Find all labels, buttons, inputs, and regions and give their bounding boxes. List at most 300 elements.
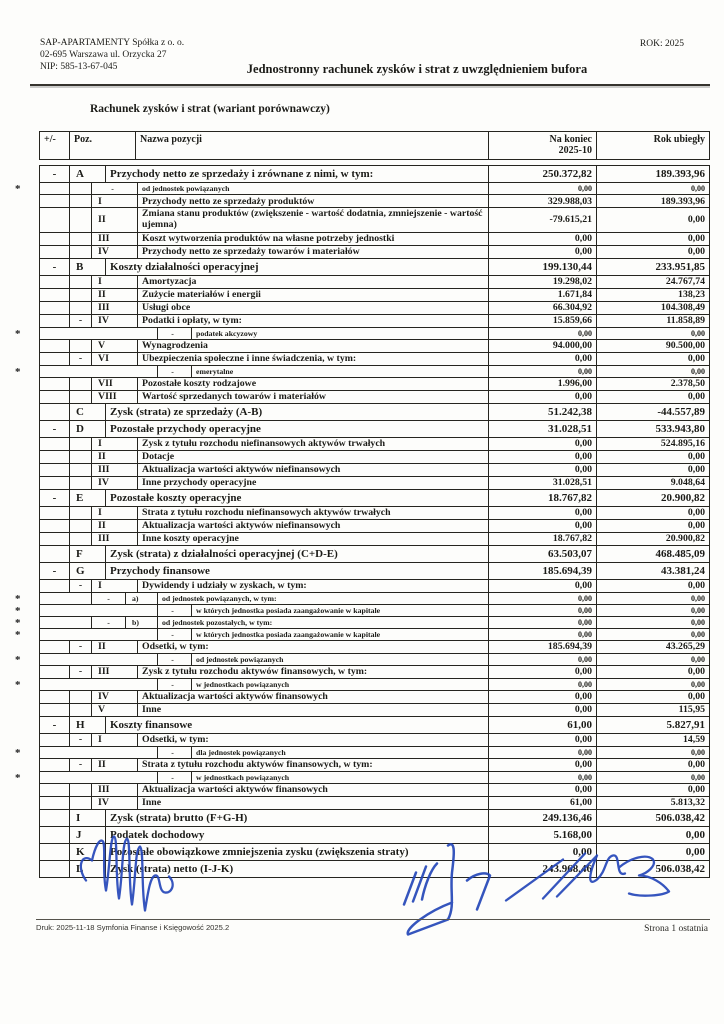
row-position: - — [158, 605, 192, 616]
row-sign — [70, 507, 92, 519]
row-value-previous: 506.038,42 — [655, 811, 705, 824]
row-value-current: 0,00 — [489, 328, 597, 339]
column-header-current-period — [489, 132, 597, 159]
row-position: I — [92, 438, 138, 450]
row-label: Amortyzacja — [138, 276, 489, 288]
row-star-marker — [12, 666, 39, 679]
row-label: od jednostek powiązanych — [192, 654, 489, 665]
row-value-previous: 506.038,42 — [655, 862, 705, 875]
row-label: Pozostałe obowiązkowe zmniejszenia zysku (zwiększenia straty) — [106, 844, 489, 860]
row-position: II — [92, 641, 138, 653]
row-value-previous: 138,23 — [678, 289, 705, 301]
table-header-row — [12, 131, 710, 160]
row-sign: - — [92, 593, 126, 604]
table-row — [12, 717, 710, 734]
row-label: Aktualizacja wartości aktywów niefinansowych — [138, 464, 489, 476]
row-value-previous: 0,00 — [687, 666, 705, 678]
row-label: Przychody netto ze sprzedaży towarów i materiałów — [138, 246, 489, 258]
row-value-previous: 0,00 — [687, 507, 705, 519]
row-value-previous: 0,00 — [691, 679, 705, 689]
table-row — [12, 259, 710, 276]
row-indent — [40, 340, 70, 352]
row-sign — [70, 691, 92, 703]
row-value-current: 250.372,82 — [489, 166, 597, 182]
row-position: IV — [92, 315, 138, 327]
row-label: w których jednostka posiada zaangażowanie w kapitale — [192, 605, 489, 616]
row-label: Pozostałe koszty rodzajowe — [138, 378, 489, 390]
row-sign — [70, 391, 92, 403]
table-row — [12, 827, 710, 844]
row-indent — [40, 289, 70, 301]
row-label: Wynagrodzenia — [138, 340, 489, 352]
year-label: ROK: 2025 — [639, 39, 684, 49]
row-indent — [40, 641, 70, 653]
row-label: Podatek dochodowy — [106, 827, 489, 843]
row-label: dla jednostek powiązanych — [192, 747, 489, 758]
row-position: - — [158, 772, 192, 783]
row-sign — [70, 195, 92, 207]
footer-divider — [36, 919, 710, 920]
column-header-sign: +/- — [40, 132, 70, 159]
row-star-marker — [12, 861, 39, 878]
row-position: J — [70, 827, 106, 843]
row-label: Zysk z tytułu rozchodu aktywów finansowych, w tym: — [138, 666, 489, 678]
row-position: IV — [92, 691, 138, 703]
row-position: - — [158, 366, 192, 377]
row-label: Zysk (strata) brutto (F+G-H) — [106, 810, 489, 826]
row-value-previous: 0,00 — [687, 580, 705, 592]
row-star-marker — [12, 378, 39, 391]
row-indent — [40, 438, 70, 450]
row-label: Pozostałe koszty operacyjne — [106, 490, 489, 506]
row-sign: - — [40, 717, 70, 733]
row-position: b) — [126, 617, 158, 628]
row-star-marker: * — [15, 604, 21, 617]
row-value-previous: 0,00 — [691, 328, 705, 338]
row-value-current: 18.767,82 — [489, 533, 597, 545]
section-title: Rachunek zysków i strat (wariant porównawczy) — [90, 103, 330, 115]
header-divider — [30, 84, 710, 86]
row-position: VI — [92, 353, 138, 365]
row-value-current: 0,00 — [489, 520, 597, 532]
row-label: Podatki i opłaty, w tym: — [138, 315, 489, 327]
row-star-marker — [12, 477, 39, 490]
row-indent — [40, 734, 70, 746]
row-indent — [40, 580, 70, 592]
row-indent — [40, 691, 70, 703]
row-position: I — [92, 580, 138, 592]
row-star-marker — [12, 734, 39, 747]
row-indent — [40, 246, 70, 258]
row-indent — [40, 797, 70, 809]
row-indent — [40, 520, 70, 532]
row-value-previous: 0,00 — [691, 366, 705, 376]
row-value-current: 0,00 — [489, 366, 597, 377]
row-indent — [40, 302, 70, 314]
row-indent — [40, 507, 70, 519]
row-star-marker — [12, 438, 39, 451]
row-position: L — [70, 861, 106, 877]
row-value-current: 0,00 — [489, 580, 597, 592]
row-value-current: 199.130,44 — [489, 259, 597, 275]
row-label: Inne — [138, 797, 489, 809]
row-star-marker — [12, 784, 39, 797]
row-star-marker — [12, 289, 39, 302]
row-indent — [40, 772, 158, 783]
row-indent — [40, 464, 70, 476]
row-label: w których jednostka posiada zaangażowanie w kapitale — [192, 629, 489, 640]
row-value-current: 0,00 — [489, 353, 597, 365]
row-position: - — [158, 328, 192, 339]
table-row — [12, 810, 710, 827]
row-label: Zysk (strata) netto (I-J-K) — [106, 861, 489, 877]
row-star-marker — [12, 464, 39, 477]
row-position: II — [92, 759, 138, 771]
row-label: Dywidendy i udziały w zyskach, w tym: — [138, 580, 489, 592]
row-sign — [70, 289, 92, 301]
row-sign — [70, 208, 92, 232]
row-label: w jednostkach powiązanych — [192, 772, 489, 783]
row-sign: - — [70, 353, 92, 365]
row-star-marker — [12, 246, 39, 259]
row-star-marker — [12, 563, 39, 580]
row-sign — [40, 861, 70, 877]
row-value-previous: 20.900,82 — [661, 491, 705, 504]
row-label: Przychody finansowe — [106, 563, 489, 579]
row-star-marker: * — [15, 616, 21, 629]
column-header-previous-period: Rok ubiegły — [653, 134, 705, 145]
row-label: Koszty finansowe — [106, 717, 489, 733]
row-value-previous: 90.500,00 — [665, 340, 705, 352]
row-sign — [70, 704, 92, 716]
row-value-current: 0,00 — [489, 747, 597, 758]
row-value-current: 329.988,03 — [489, 195, 597, 207]
row-position: II — [92, 451, 138, 463]
row-label: emerytalne — [192, 366, 489, 377]
row-value-previous: 0,00 — [691, 747, 705, 757]
table-row — [12, 490, 710, 507]
row-value-previous: 524.895,16 — [660, 438, 705, 450]
row-star-marker: * — [15, 678, 21, 691]
row-label: Wartość sprzedanych towarów i materiałów — [138, 391, 489, 403]
row-indent — [40, 451, 70, 463]
row-value-current: 0,00 — [489, 233, 597, 245]
row-label: Dotacje — [138, 451, 489, 463]
row-sign: - — [40, 259, 70, 275]
row-star-marker — [12, 315, 39, 328]
row-indent — [40, 276, 70, 288]
row-star-marker — [12, 844, 39, 861]
row-indent — [40, 605, 158, 616]
row-sign — [70, 340, 92, 352]
row-label: od jednostek powiązanych — [138, 183, 489, 194]
row-value-previous: 43.381,24 — [661, 564, 705, 577]
row-label: Strata z tytułu rozchodu aktywów finansowych, w tym: — [138, 759, 489, 771]
row-value-previous: 0,00 — [691, 593, 705, 603]
print-info: Druk: 2025-11-18 Symfonia Finanse i Księgowość 2025.2 — [36, 923, 230, 932]
row-value-previous: 20.900,82 — [665, 533, 705, 545]
row-value-current: 0,00 — [489, 629, 597, 640]
row-star-marker — [12, 421, 39, 438]
row-value-previous: 0,00 — [687, 520, 705, 532]
row-value-current: 18.767,82 — [489, 490, 597, 506]
row-star-marker — [12, 302, 39, 315]
table-row — [12, 421, 710, 438]
row-label: Pozostałe przychody operacyjne — [106, 421, 489, 437]
row-label: Aktualizacja wartości aktywów finansowych — [138, 784, 489, 796]
row-label: Koszt wytworzenia produktów na własne potrzeby jednostki — [138, 233, 489, 245]
row-value-previous: 5.813,32 — [670, 797, 705, 809]
row-label: Zysk z tytułu rozchodu niefinansowych aktywów trwałych — [138, 438, 489, 450]
row-position: I — [92, 507, 138, 519]
table-row — [12, 166, 710, 183]
row-value-previous: 0,00 — [691, 605, 705, 615]
row-value-current: 15.859,66 — [489, 315, 597, 327]
row-label: Ubezpieczenia społeczne i inne świadczenia, w tym: — [138, 353, 489, 365]
row-label: w jednostkach powiązanych — [192, 679, 489, 690]
row-value-previous: 0,00 — [691, 184, 705, 193]
row-position: D — [70, 421, 106, 437]
row-position: III — [92, 784, 138, 796]
row-sign: - — [70, 759, 92, 771]
row-sign: - — [40, 166, 70, 182]
row-position: III — [92, 464, 138, 476]
row-star-marker — [12, 391, 39, 404]
row-position: - — [158, 747, 192, 758]
row-value-previous: 0,00 — [687, 784, 705, 796]
row-sign — [70, 438, 92, 450]
current-period-line2: 2025-10 — [558, 145, 592, 156]
row-star-marker — [12, 704, 39, 717]
row-indent — [40, 233, 70, 245]
row-value-current: 0,00 — [489, 691, 597, 703]
row-value-current: 0,00 — [489, 438, 597, 450]
row-sign — [70, 302, 92, 314]
row-position: G — [70, 563, 106, 579]
row-position: III — [92, 233, 138, 245]
row-value-current: 63.503,07 — [489, 546, 597, 562]
row-position: V — [92, 704, 138, 716]
row-label: Strata z tytułu rozchodu niefinansowych aktywów trwałych — [138, 507, 489, 519]
row-position: K — [70, 844, 106, 860]
row-value-previous: 0,00 — [685, 845, 705, 858]
document-title: Jednostronny rachunek zysków i strat z uwzględnieniem bufora — [246, 62, 588, 76]
row-position: IV — [92, 246, 138, 258]
page-number: Strona 1 ostatnia — [644, 924, 708, 934]
row-value-previous: 0,00 — [687, 451, 705, 463]
row-value-current: 19.298,02 — [489, 276, 597, 288]
row-value-current: 31.028,51 — [489, 421, 597, 437]
row-indent — [40, 666, 70, 678]
row-sign — [40, 844, 70, 860]
row-value-current: 0,00 — [489, 784, 597, 796]
row-value-previous: 0,00 — [691, 617, 705, 627]
row-label: podatek akcyzowy — [192, 328, 489, 339]
row-sign — [70, 233, 92, 245]
row-position: IV — [92, 477, 138, 489]
column-header-position: Poz. — [70, 132, 136, 159]
row-value-previous: 0,00 — [691, 772, 705, 782]
pnl-table-body — [12, 166, 710, 878]
row-label: Odsetki, w tym: — [138, 641, 489, 653]
row-value-previous: 0,00 — [691, 629, 705, 639]
row-position: IV — [92, 797, 138, 809]
row-value-previous: 9.048,64 — [670, 477, 705, 489]
row-sign — [70, 520, 92, 532]
row-value-current: 0,00 — [489, 451, 597, 463]
row-value-current: 1.671,84 — [489, 289, 597, 301]
row-value-current: 0,00 — [489, 391, 597, 403]
row-star-marker — [12, 276, 39, 289]
row-value-current: 31.028,51 — [489, 477, 597, 489]
row-sign — [40, 827, 70, 843]
row-star-marker — [12, 195, 39, 208]
row-value-current: 0,00 — [489, 844, 597, 860]
row-position: a) — [126, 593, 158, 604]
row-position: B — [70, 259, 106, 275]
table-row — [12, 546, 710, 563]
row-star-marker — [12, 810, 39, 827]
row-sign: - — [40, 421, 70, 437]
row-position: II — [92, 289, 138, 301]
row-value-previous: 189.393,96 — [655, 168, 705, 180]
row-value-current: 61,00 — [489, 797, 597, 809]
row-label: Inne — [138, 704, 489, 716]
row-sign — [70, 784, 92, 796]
row-value-current: 0,00 — [489, 679, 597, 690]
row-sign — [40, 810, 70, 826]
row-label: Inne koszty operacyjne — [138, 533, 489, 545]
row-label: Koszty działalności operacyjnej — [106, 259, 489, 275]
row-sign — [70, 378, 92, 390]
row-label: Przychody netto ze sprzedaży produktów — [138, 195, 489, 207]
row-label: Aktualizacja wartości aktywów niefinansowych — [138, 520, 489, 532]
row-position: A — [70, 166, 106, 182]
row-star-marker — [12, 520, 39, 533]
row-indent — [40, 759, 70, 771]
row-value-current: 0,00 — [489, 605, 597, 616]
row-indent — [40, 477, 70, 489]
row-star-marker: * — [15, 653, 21, 666]
row-label: Odsetki, w tym: — [138, 734, 489, 746]
row-position: V — [92, 340, 138, 352]
row-sign — [70, 451, 92, 463]
row-value-previous: -44.557,89 — [657, 405, 705, 418]
row-sign: - — [40, 490, 70, 506]
row-position: - — [92, 183, 138, 194]
row-sign — [70, 276, 92, 288]
row-value-current: 5.168,00 — [489, 827, 597, 843]
row-indent — [40, 195, 70, 207]
row-indent — [40, 617, 92, 628]
row-value-current: 0,00 — [489, 464, 597, 476]
row-value-current: 61,00 — [489, 717, 597, 733]
company-address: 02-695 Warszawa ul. Orzycka 27 — [40, 50, 167, 60]
row-position: F — [70, 546, 106, 562]
table-row — [12, 563, 710, 580]
row-position: E — [70, 490, 106, 506]
row-value-current: 0,00 — [489, 617, 597, 628]
row-position: I — [92, 195, 138, 207]
row-sign — [70, 533, 92, 545]
row-indent — [40, 654, 158, 665]
row-position: I — [92, 276, 138, 288]
row-value-current: -79.615,21 — [489, 208, 597, 232]
row-value-previous: 233.951,85 — [655, 260, 705, 273]
row-position: - — [158, 629, 192, 640]
row-value-current: 185.694,39 — [489, 563, 597, 579]
row-label: Zysk (strata) z działalności operacyjnej (C+D-E) — [106, 546, 489, 562]
row-label: Aktualizacja wartości aktywów finansowych — [138, 691, 489, 703]
row-sign — [70, 464, 92, 476]
row-star-marker — [12, 404, 39, 421]
row-position: II — [92, 208, 138, 232]
row-star-marker — [12, 533, 39, 546]
row-value-current: 94.000,00 — [489, 340, 597, 352]
row-sign: - — [92, 617, 126, 628]
row-value-previous: 0,00 — [687, 759, 705, 771]
row-sign — [40, 546, 70, 562]
row-value-previous: 14,59 — [682, 734, 705, 746]
row-value-current: 0,00 — [489, 246, 597, 258]
row-star-marker: * — [15, 746, 21, 759]
row-star-marker — [12, 259, 39, 276]
company-name: SAP-APARTAMENTY Spółka z o. o. — [40, 38, 185, 48]
row-position: H — [70, 717, 106, 733]
row-sign — [40, 404, 70, 420]
profit-loss-table — [12, 131, 710, 878]
row-value-previous: 0,00 — [691, 654, 705, 664]
row-indent — [40, 328, 158, 339]
table-row — [12, 404, 710, 421]
row-star-marker: * — [15, 771, 21, 784]
row-position: III — [92, 533, 138, 545]
row-sign: - — [40, 563, 70, 579]
row-indent — [40, 378, 70, 390]
row-position: VIII — [92, 391, 138, 403]
row-label: od jednostek powiązanych, w tym: — [158, 593, 489, 604]
row-star-marker — [12, 233, 39, 246]
row-star-marker — [12, 166, 39, 183]
row-indent — [40, 391, 70, 403]
row-sign: - — [70, 734, 92, 746]
row-value-previous: 104.308,49 — [660, 302, 705, 314]
row-value-current: 243.968,46 — [489, 861, 597, 877]
row-star-marker — [12, 717, 39, 734]
row-value-current: 0,00 — [489, 666, 597, 678]
row-position: III — [92, 302, 138, 314]
row-sign — [70, 183, 92, 194]
row-value-current: 0,00 — [489, 734, 597, 746]
row-value-current: 0,00 — [489, 654, 597, 665]
row-indent — [40, 183, 70, 194]
row-indent — [40, 704, 70, 716]
row-position: I — [70, 810, 106, 826]
row-star-marker — [12, 340, 39, 353]
company-nip: NIP: 585-13-67-045 — [40, 62, 118, 72]
row-indent — [40, 593, 92, 604]
row-label: od jednostek pozostałych, w tym: — [158, 617, 489, 628]
row-sign — [70, 246, 92, 258]
row-indent — [40, 747, 158, 758]
row-position: - — [158, 679, 192, 690]
row-value-current: 0,00 — [489, 507, 597, 519]
row-value-previous: 0,00 — [687, 246, 705, 258]
row-value-previous: 189.393,96 — [660, 195, 705, 207]
row-value-previous: 24.767,74 — [665, 276, 705, 288]
row-value-previous: 0,00 — [687, 214, 705, 226]
row-star-marker — [12, 691, 39, 704]
